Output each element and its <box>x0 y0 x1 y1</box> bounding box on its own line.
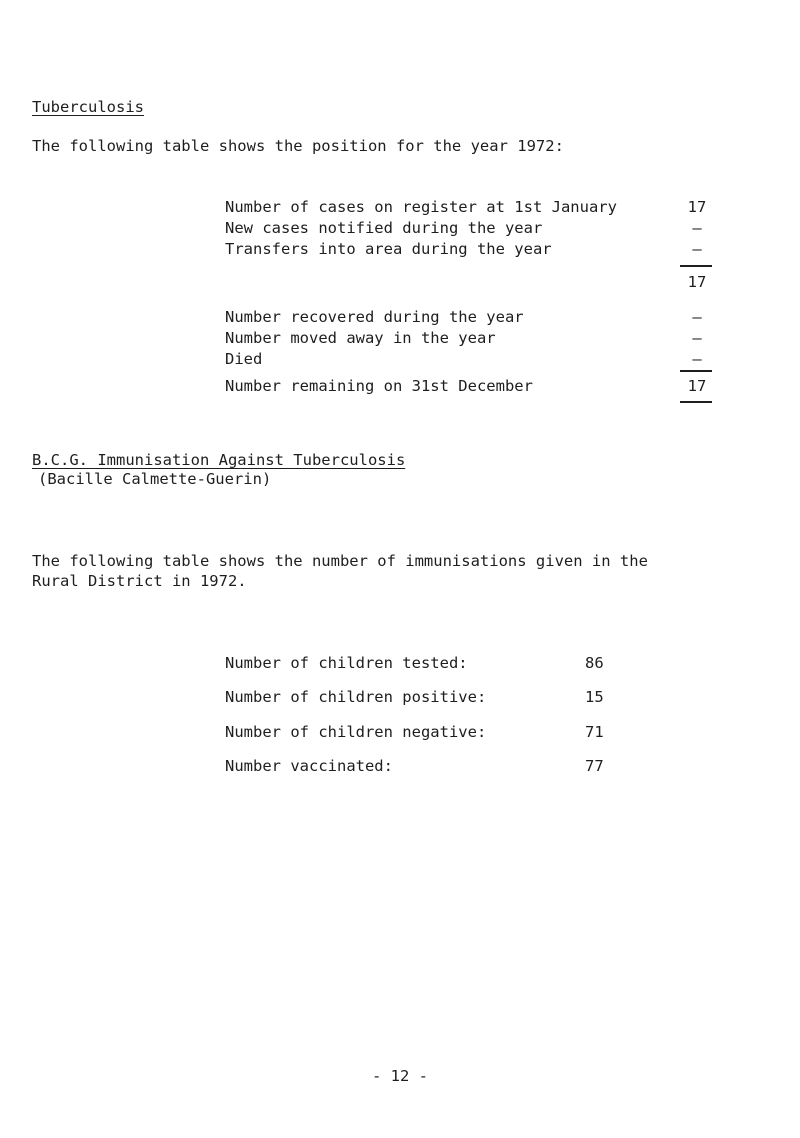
table-row <box>225 240 712 260</box>
row-label: Number of children tested: <box>225 654 468 672</box>
intro-text: The following table shows the position for the year 1972: <box>32 137 564 155</box>
row-value: – <box>692 240 702 258</box>
table-row <box>225 219 712 239</box>
remaining-value: 17 <box>687 377 707 395</box>
row-label: Transfers into area during the year <box>225 240 552 258</box>
table-row <box>225 654 605 674</box>
row-value: 15 <box>585 688 604 706</box>
table-row <box>225 757 605 777</box>
bcg-intro-line1: The following table shows the number of immunisations given in the <box>32 552 648 570</box>
bcg-title: B.C.G. Immunisation Against Tuberculosis <box>32 451 406 469</box>
row-value: 86 <box>585 654 604 672</box>
table-row <box>225 329 712 349</box>
row-label: Number remaining on 31st December <box>225 377 533 395</box>
row-label: Number of cases on register at 1st January <box>225 198 617 216</box>
subtotal-row <box>225 273 712 293</box>
row-value: – <box>692 329 702 347</box>
bcg-subtitle: (Bacille Calmette-Guerin) <box>38 470 272 488</box>
row-value: 71 <box>585 723 604 741</box>
row-value: 77 <box>585 757 604 775</box>
subtotal-rule <box>680 265 712 267</box>
table-row <box>225 688 605 708</box>
page-heading: Tuberculosis <box>32 98 144 116</box>
row-value: – <box>692 350 702 368</box>
page-number: - 12 - <box>372 1067 428 1085</box>
table-row <box>225 308 712 328</box>
row-value: 17 <box>687 198 707 216</box>
row-value: – <box>692 308 702 326</box>
subtotal-value: 17 <box>687 273 707 291</box>
table-row <box>225 350 712 370</box>
row-label: Number vaccinated: <box>225 757 393 775</box>
remaining-bottom-rule <box>680 401 712 403</box>
remaining-row <box>225 377 712 397</box>
row-label: Number of children positive: <box>225 688 487 706</box>
row-value: – <box>692 219 702 237</box>
table-row <box>225 723 605 743</box>
table-row <box>225 198 712 218</box>
bcg-intro-line2: Rural District in 1972. <box>32 572 247 590</box>
row-label: New cases notified during the year <box>225 219 543 237</box>
row-label: Number of children negative: <box>225 723 487 741</box>
remaining-top-rule <box>680 370 712 372</box>
row-label: Died <box>225 350 263 368</box>
row-label: Number moved away in the year <box>225 329 496 347</box>
row-label: Number recovered during the year <box>225 308 524 326</box>
